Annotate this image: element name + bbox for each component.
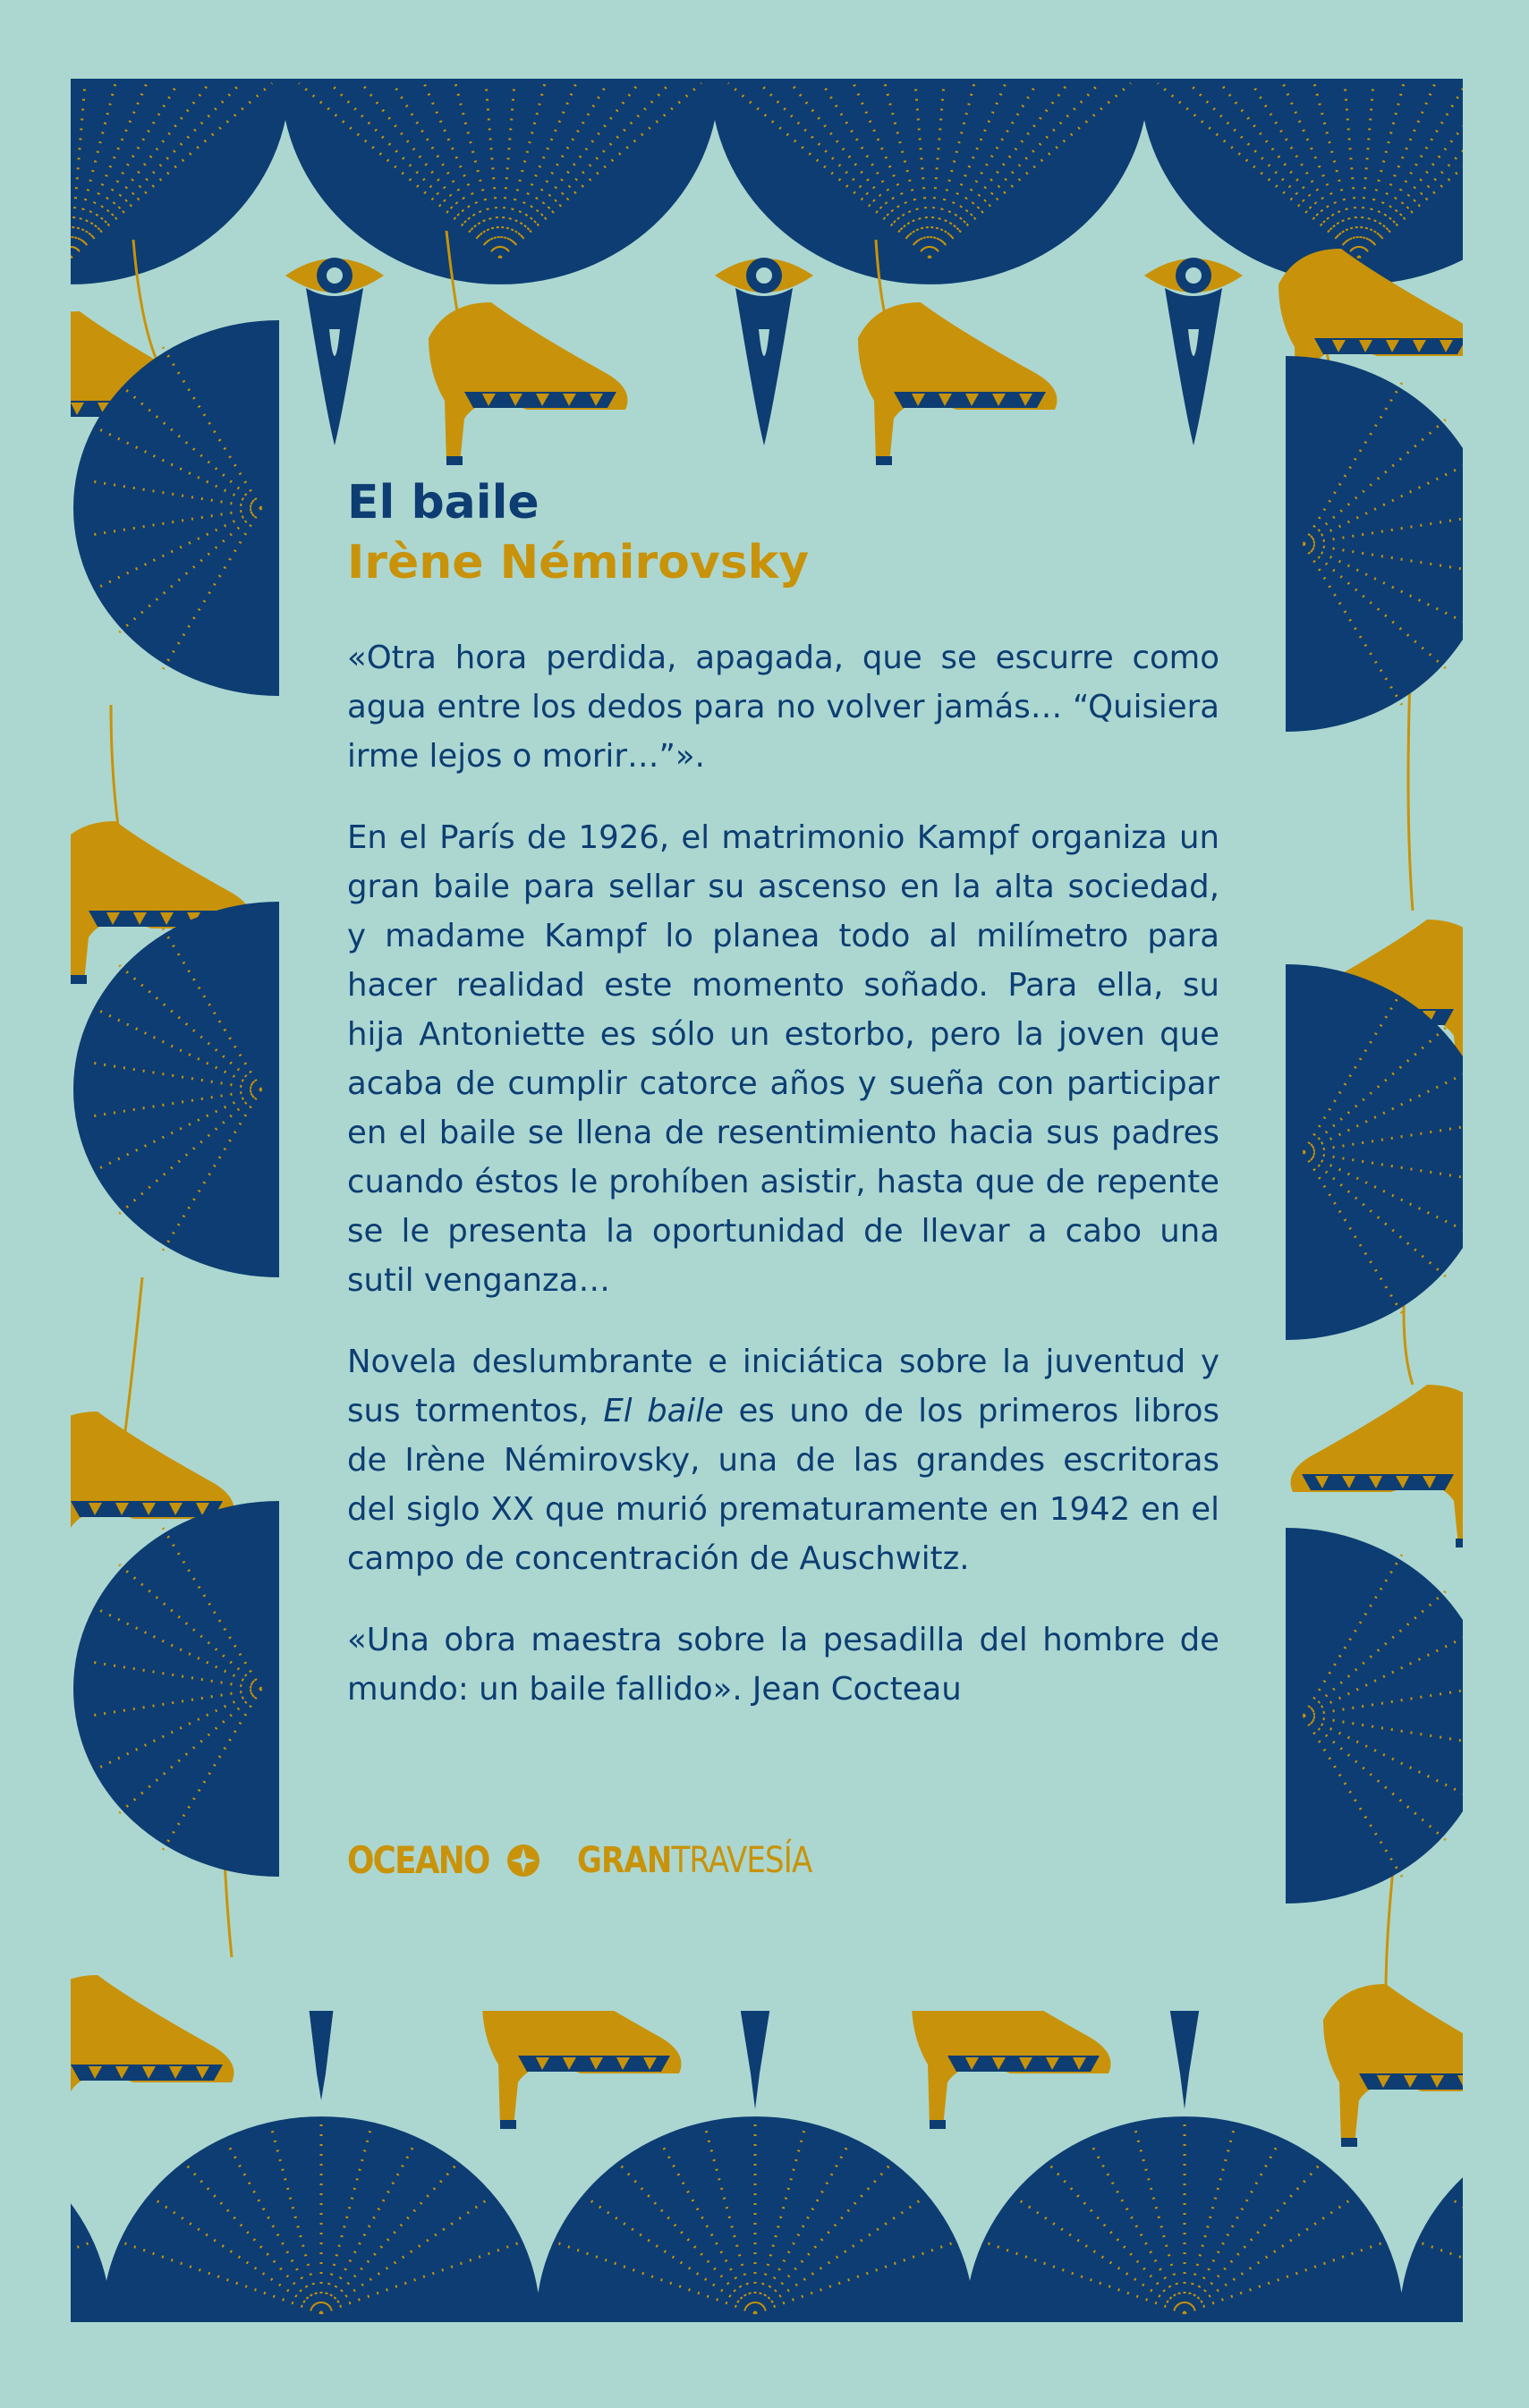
book-title: El baile (347, 476, 539, 530)
back-cover-text (347, 474, 1219, 1746)
about-text-start: Novela deslumbrante e iniciática sobre la juventud y sus tormentos, (347, 1344, 1219, 1429)
gran-travesia-logo (577, 1840, 811, 1881)
publisher-logos (347, 1838, 853, 1882)
imprint-light: TRAVESÍA (671, 1839, 811, 1881)
imprint-bold: GRAN (576, 1839, 672, 1881)
about-paragraph (347, 1337, 1219, 1583)
oceano-logo: OCEANO (347, 1838, 489, 1882)
about-text-end: es uno de los primeros libros de Irène Némirovsky, una de las grandes escritoras del siglo XX que murió prematuramente en 1942 en el campo de concentración de Auschwitz. (347, 1393, 1220, 1577)
compass-star-icon (505, 1843, 541, 1878)
plot-summary: En el París de 1926, el matrimonio Kampf organiza un gran baile para sellar su ascenso en la alta sociedad, y madame Kampf lo planea todo al milímetro para hacer realidad este momento soñado. Para ella, su hija Antoniette es sólo un estorbo, pero la joven que acaba de cumplir catorce años y sueña con participar en el baile se llena de resentimiento hacia sus padres cuando éstos le prohíben asistir, hasta que de repente se le presenta la oportunidad de llevar a cabo una sutil venganza… (347, 819, 1219, 1299)
opening-quote: «Otra hora perdida, apagada, que se escurre como agua entre los dedos para no volver jamás… “Quisiera irme lejos o morir…”». (347, 640, 1219, 775)
review-blurb: «Una obra maestra sobre la pesadilla del hombre de mundo: un baile fallido». Jean Cocteau (347, 1622, 1219, 1708)
book-author: Irène Némirovsky (347, 536, 810, 589)
about-book-title: El baile (603, 1393, 724, 1429)
